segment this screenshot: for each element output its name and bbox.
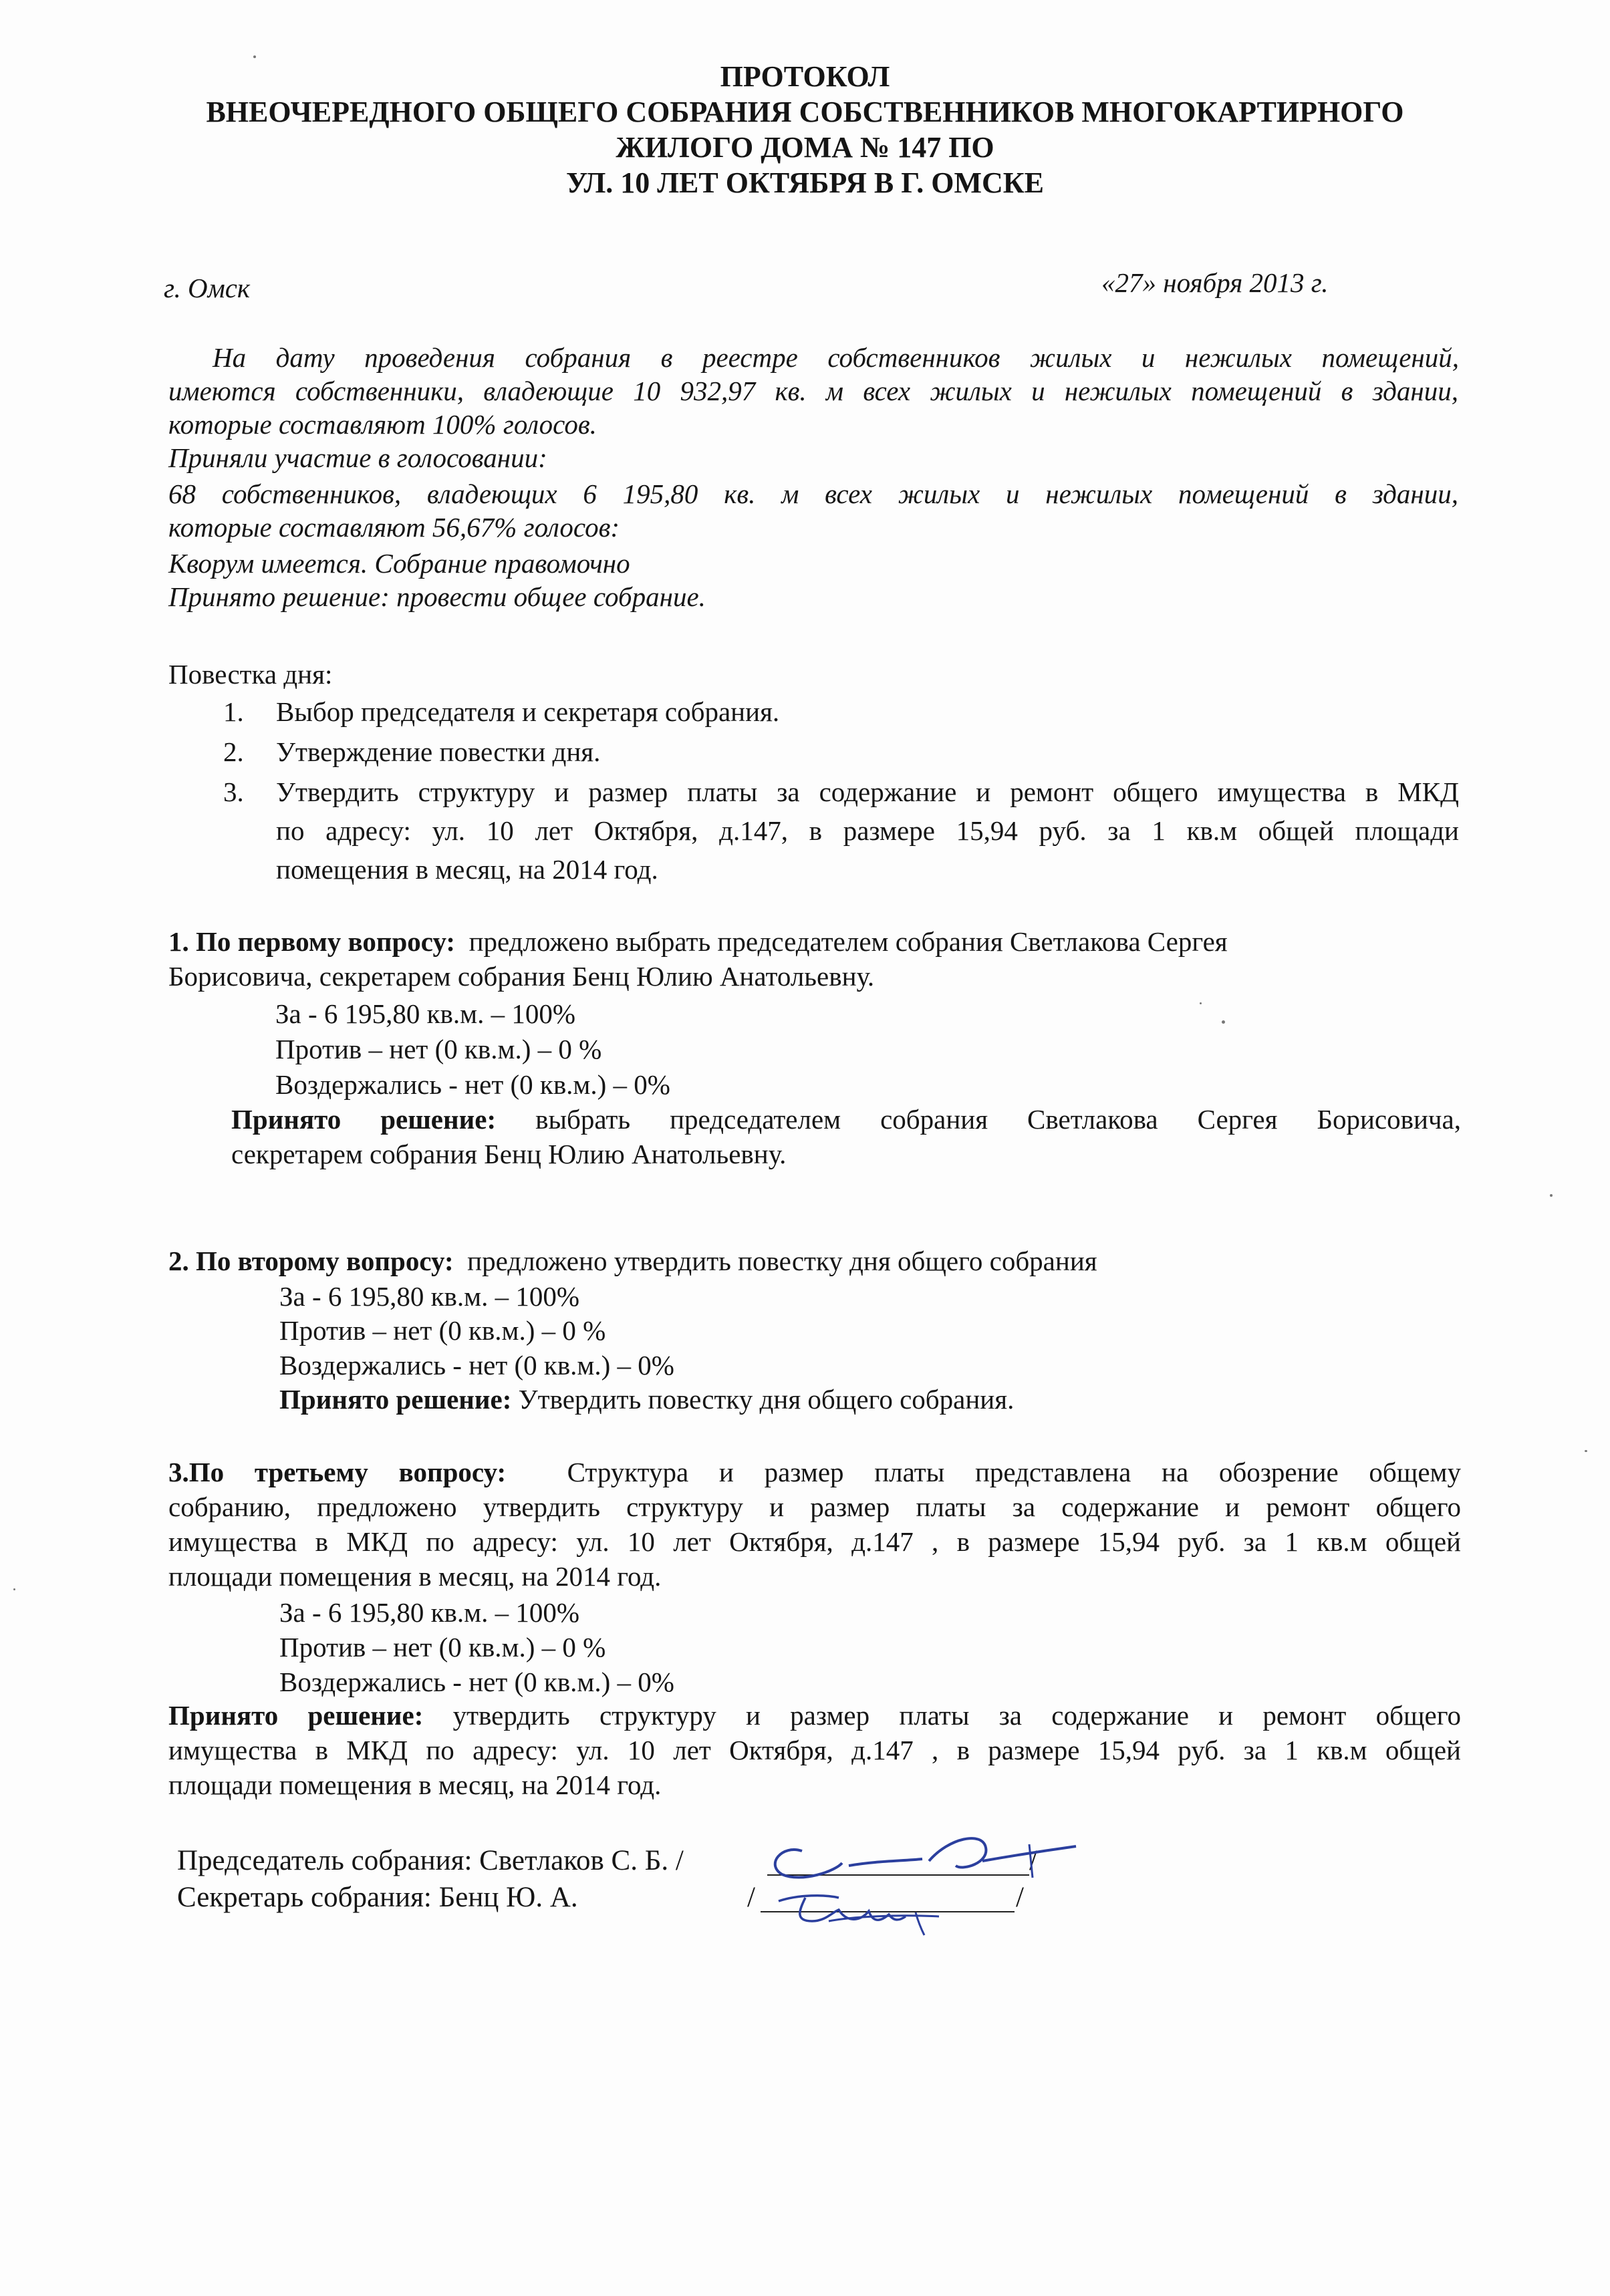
intro-line: которые составляют 100% голосов. (168, 409, 597, 440)
secretary-signature-start: / (747, 1882, 755, 1913)
decision-label: Принято решение: (168, 1700, 424, 1731)
scan-speck (1200, 1002, 1202, 1004)
question-2-text: предложено утвердить повестку дня общего собрания (467, 1246, 1097, 1276)
question-1-label: 1. По первому вопросу: (168, 926, 456, 957)
question-3-text: площади помещения в месяц, на 2014 год. (168, 1561, 662, 1592)
vote-abstain: Воздержались - нет (0 кв.м.) – 0% (275, 1069, 670, 1100)
scan-speck (13, 1588, 15, 1590)
agenda-item-number: 2. (223, 736, 244, 767)
title-line-1: ПРОТОКОЛ (720, 60, 890, 93)
question-1-text: Борисовича, секретарем собрания Бенц Юлию Анатольевну. (168, 961, 875, 992)
intro-line: Принято решение: провести общее собрание. (168, 581, 706, 612)
question-3-text: собранию, предложено утвердить структуру и размер платы за содержание и ремонт общего (168, 1491, 1461, 1522)
document-title (0, 59, 1610, 200)
intro-line: имеются собственники, владеющие 10 932,97 кв. м всех жилых и нежилых помещений в здании, (168, 376, 1458, 406)
vote-against: Против – нет (0 кв.м.) – 0 % (279, 1315, 606, 1346)
agenda-item-text: Утвердить структуру и размер платы за содержание и ремонт общего имущества в МКД (276, 776, 1459, 807)
decision-text: площади помещения в месяц, на 2014 год. (168, 1769, 662, 1800)
agenda-item-text: Выбор председателя и секретаря собрания. (276, 696, 780, 727)
question-3-text: Структура и размер платы представлена на обозрение общему (567, 1457, 1461, 1487)
chair-signature-label: Председатель собрания: Светлаков С. Б. / (177, 1845, 684, 1876)
city: г. Омск (164, 273, 251, 303)
decision-line (231, 1103, 1461, 1136)
decision-line (279, 1383, 1014, 1416)
title-line-2: ВНЕОЧЕРЕДНОГО ОБЩЕГО СОБРАНИЯ СОБСТВЕННИКОВ МНОГОКАРТИРНОГО (206, 96, 1404, 128)
secretary-signature-label: Секретарь собрания: Бенц Ю. А. (177, 1882, 578, 1913)
scan-speck (1585, 1450, 1587, 1452)
decision-text: выбрать председателем собрания Светлакова Сергея Борисовича, (535, 1104, 1461, 1135)
chair-handwritten-signature (762, 1824, 1083, 1884)
secretary-handwritten-signature (765, 1884, 992, 1938)
intro-line: 68 собственников, владеющих 6 195,80 кв. м всех жилых и нежилых помещений в здании, (168, 478, 1458, 509)
intro-line: На дату проведения собрания в реестре собственников жилых и нежилых помещений, (213, 342, 1459, 373)
question-3-line (168, 1455, 1461, 1489)
title-line-3: ЖИЛОГО ДОМА № 147 ПО (616, 131, 994, 164)
vote-for: За - 6 195,80 кв.м. – 100% (279, 1281, 580, 1312)
question-1-line (168, 925, 1228, 958)
title-line-4: УЛ. 10 ЛЕТ ОКТЯБРЯ В Г. ОМСКЕ (565, 166, 1045, 199)
agenda-item-number: 1. (223, 696, 244, 727)
vote-for: За - 6 195,80 кв.м. – 100% (275, 998, 576, 1029)
vote-against: Против – нет (0 кв.м.) – 0 % (275, 1034, 602, 1064)
secretary-signature-end: / (1016, 1882, 1024, 1913)
scan-speck (1222, 1020, 1225, 1024)
intro-line: Кворум имеется. Собрание правомочно (168, 548, 630, 579)
question-2-label: 2. По второму вопросу: (168, 1246, 454, 1276)
intro-line: Приняли участие в голосовании: (168, 442, 547, 473)
question-3-text: имущества в МКД по адресу: ул. 10 лет Октября, д.147 , в размере 15,94 руб. за 1 кв.м общей (168, 1526, 1461, 1557)
question-1-text: предложено выбрать председателем собрания Светлакова Сергея (468, 926, 1228, 957)
decision-text: утвердить структуру и размер платы за содержание и ремонт общего (452, 1700, 1462, 1731)
vote-against: Против – нет (0 кв.м.) – 0 % (279, 1632, 606, 1663)
question-3-label: 3.По третьему вопросу: (168, 1457, 507, 1487)
vote-abstain: Воздержались - нет (0 кв.м.) – 0% (279, 1667, 674, 1697)
chair-signature-end: / (1029, 1845, 1037, 1876)
document-date: «27» ноября 2013 г. (1101, 267, 1329, 298)
agenda-item-text: помещения в месяц, на 2014 год. (276, 854, 658, 885)
vote-abstain: Воздержались - нет (0 кв.м.) – 0% (279, 1350, 674, 1381)
question-2-line (168, 1244, 1097, 1278)
intro-line: которые составляют 56,67% голосов: (168, 512, 620, 543)
decision-line (168, 1699, 1461, 1732)
scan-speck (253, 55, 256, 58)
agenda-item-text: Утверждение повестки дня. (276, 736, 601, 767)
agenda-item-number: 3. (223, 776, 244, 807)
vote-for: За - 6 195,80 кв.м. – 100% (279, 1597, 580, 1628)
agenda-heading: Повестка дня: (168, 659, 333, 690)
decision-text: Утвердить повестку дня общего собрания. (518, 1384, 1015, 1415)
scan-speck (1550, 1194, 1553, 1197)
decision-text: секретарем собрания Бенц Юлию Анатольевну. (231, 1139, 787, 1169)
agenda-item-text: по адресу: ул. 10 лет Октября, д.147, в размере 15,94 руб. за 1 кв.м общей площади (276, 815, 1459, 846)
decision-text: имущества в МКД по адресу: ул. 10 лет Октября, д.147 , в размере 15,94 руб. за 1 кв.м общей (168, 1735, 1461, 1765)
decision-label: Принято решение: (231, 1104, 497, 1135)
decision-label: Принято решение: (279, 1384, 512, 1415)
